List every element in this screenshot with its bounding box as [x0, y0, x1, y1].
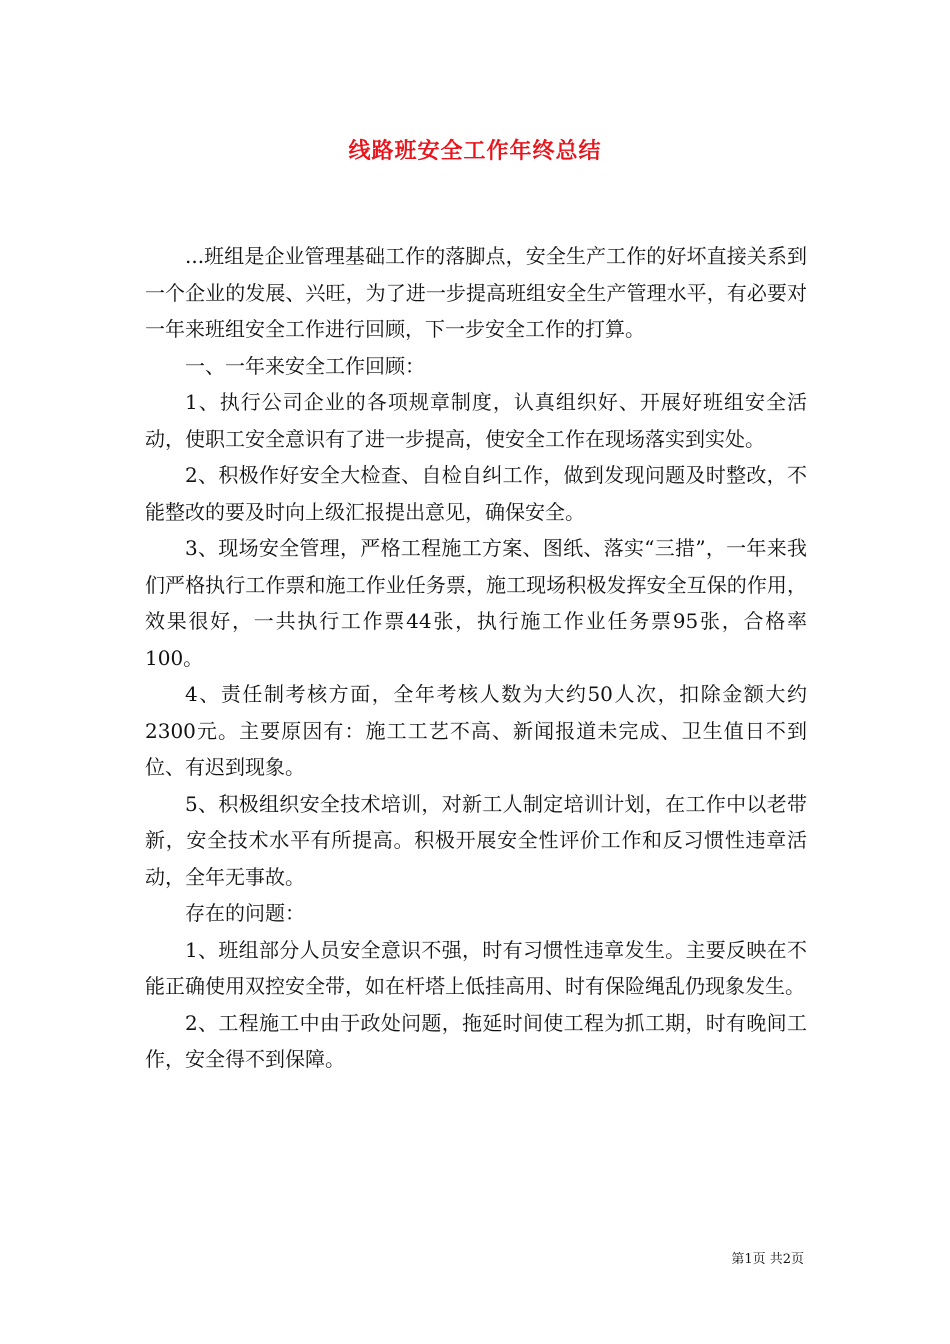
- paragraph-item-5: 5、积极组织安全技术培训，对新工人制定培训计划，在工作中以老带新，安全技术水平有所提高。积极开展安全性评价工作和反习惯性违章活动，全年无事故。: [145, 791, 807, 889]
- paragraph-problem-2: 2、工程施工中由于政处问题，拖延时间使工程为抓工期，时有晚间工作，安全得不到保障。: [145, 1010, 807, 1071]
- paragraph-section-heading: 一、一年来安全工作回顾：: [185, 353, 425, 378]
- paragraph-item-3: 3、现场安全管理，严格工程施工方案、图纸、落实“三措”，一年来我们严格执行工作票和施工作业任务票，施工现场积极发挥安全互保的作用，效果很好，一共执行工作票44张，执行施工作业任务票95张，合格率100。: [145, 536, 807, 670]
- paragraph-item-1: 1、执行公司企业的各项规章制度，认真组织好、开展好班组安全活动，使职工安全意识有了进一步提高，使安全工作在现场落实到实处。: [145, 390, 807, 451]
- document-body: [145, 238, 807, 1078]
- paragraph-problem-1: 1、班组部分人员安全意识不强，时有习惯性违章发生。主要反映在不能正确使用双控安全带，如在杆塔上低挂高用、时有保险绳乱仍现象发生。: [145, 937, 807, 998]
- paragraph-item-4: 4、责任制考核方面，全年考核人数为大约50人次，扣除金额大约2300元。主要原因有：施工工艺不高、新闻报道未完成、卫生值日不到位、有迟到现象。: [145, 682, 807, 779]
- document-title: 线路班安全工作年终总结: [348, 138, 602, 164]
- paragraph-intro: ...班组是企业管理基础工作的落脚点，安全生产工作的好坏直接关系到一个企业的发展、兴旺，为了进一步提高班组安全生产管理水平，有必要对一年来班组安全工作进行回顾，下一步安全工作的打算。: [145, 244, 807, 341]
- paragraph-item-2: 2、积极作好安全大检查、自检自纠工作，做到发现问题及时整改，不能整改的要及时向上级汇报提出意见，确保安全。: [145, 463, 807, 524]
- page-number-footer: 第1页 共2页: [731, 1252, 804, 1267]
- paragraph-problems-heading: 存在的问题：: [185, 901, 305, 925]
